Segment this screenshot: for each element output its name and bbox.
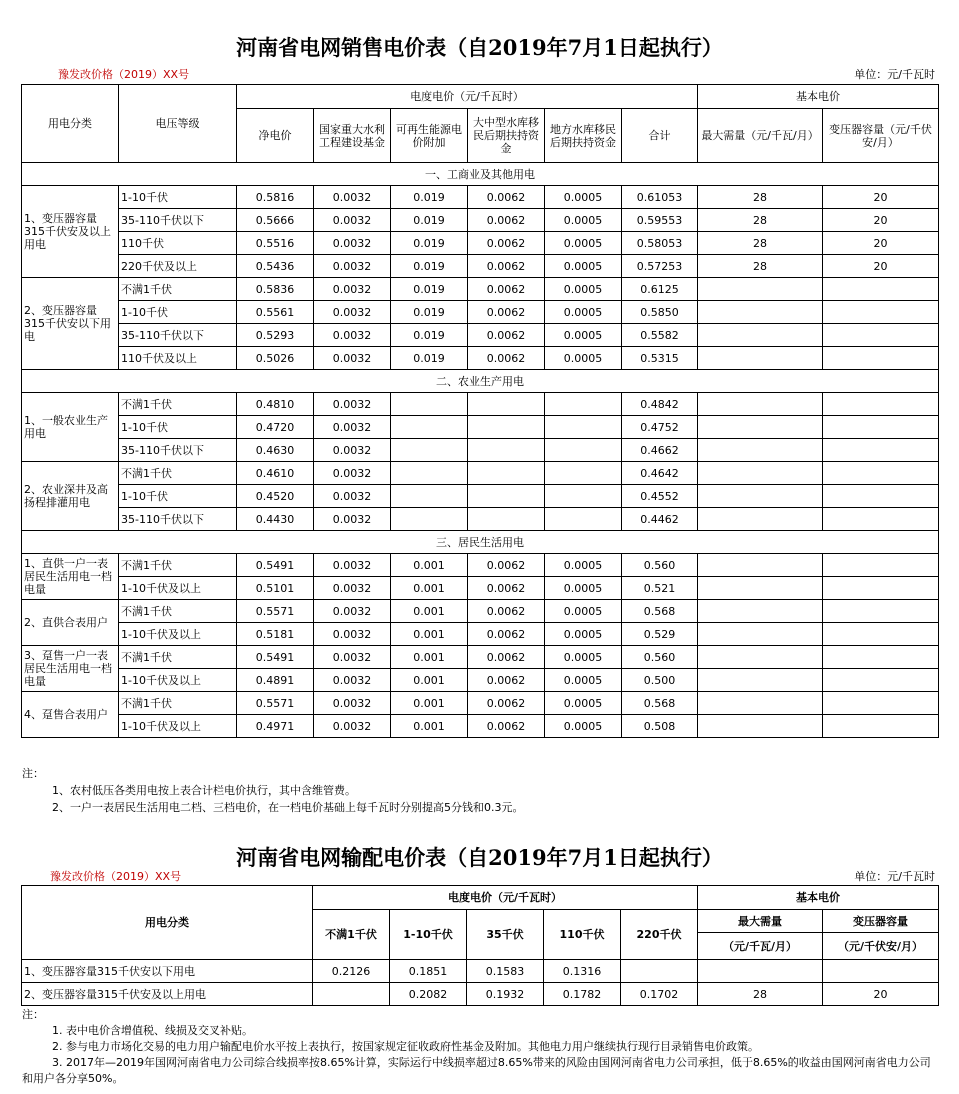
value-cell-md xyxy=(698,301,823,324)
t2-cell: 0.1782 xyxy=(544,983,621,1006)
t2-header-capacity: 变压器容量 xyxy=(823,910,939,933)
value-cell-f2: 0.001 xyxy=(391,715,468,738)
t2-cell xyxy=(621,960,698,983)
value-cell-f1: 0.0032 xyxy=(314,301,391,324)
voltage-cell: 不满1千伏 xyxy=(119,393,237,416)
value-cell-f2: 0.001 xyxy=(391,669,468,692)
value-cell-md xyxy=(698,462,823,485)
value-cell-f2: 0.001 xyxy=(391,554,468,577)
table-row xyxy=(22,623,939,646)
value-cell-total: 0.568 xyxy=(622,600,698,623)
value-cell-f1: 0.0032 xyxy=(314,347,391,370)
value-cell-total: 0.58053 xyxy=(622,232,698,255)
voltage-cell: 不满1千伏 xyxy=(119,462,237,485)
value-cell-md xyxy=(698,554,823,577)
value-cell-f3: 0.0062 xyxy=(468,600,545,623)
voltage-cell: 1-10千伏 xyxy=(119,485,237,508)
value-cell-net: 0.5836 xyxy=(237,278,314,301)
voltage-cell: 不满1千伏 xyxy=(119,278,237,301)
value-cell-f3: 0.0062 xyxy=(468,301,545,324)
value-cell-total: 0.500 xyxy=(622,669,698,692)
value-cell-cap xyxy=(823,577,939,600)
transmission-notes xyxy=(22,1007,937,1087)
value-cell-total: 0.521 xyxy=(622,577,698,600)
value-cell-cap xyxy=(823,347,939,370)
table-row xyxy=(22,646,939,669)
value-cell-f3: 0.0062 xyxy=(468,692,545,715)
header-max-demand: 最大需量（元/千瓦/月） xyxy=(698,109,823,163)
value-cell-net: 0.4891 xyxy=(237,669,314,692)
value-cell-f3: 0.0062 xyxy=(468,324,545,347)
value-cell-total: 0.57253 xyxy=(622,255,698,278)
value-cell-net: 0.4520 xyxy=(237,485,314,508)
voltage-cell: 1-10千伏 xyxy=(119,416,237,439)
value-cell-f2: 0.019 xyxy=(391,209,468,232)
value-cell-f4 xyxy=(545,485,622,508)
value-cell-f1: 0.0032 xyxy=(314,393,391,416)
transmission-unit: 单位：元/千瓦时 xyxy=(854,870,935,883)
voltage-cell: 1-10千伏及以上 xyxy=(119,669,237,692)
t2-header-v3: 35千伏 xyxy=(467,910,544,960)
value-cell-f3: 0.0062 xyxy=(468,646,545,669)
table-row xyxy=(22,600,939,623)
voltage-cell: 35-110千伏以下 xyxy=(119,439,237,462)
value-cell-f2: 0.019 xyxy=(391,232,468,255)
value-cell-f4 xyxy=(545,416,622,439)
value-cell-f3 xyxy=(468,508,545,531)
value-cell-cap: 20 xyxy=(823,232,939,255)
transmission-note: 1. 表中电价含增值税、线损及交叉补贴。 xyxy=(52,1024,253,1037)
value-cell-f4: 0.0005 xyxy=(545,600,622,623)
value-cell-f1: 0.0032 xyxy=(314,439,391,462)
value-cell-total: 0.6125 xyxy=(622,278,698,301)
value-cell-cap xyxy=(823,416,939,439)
value-cell-net: 0.5181 xyxy=(237,623,314,646)
t2-cell: 0.1851 xyxy=(390,960,467,983)
group-name: 1、一般农业生产用电 xyxy=(22,393,119,462)
value-cell-f4: 0.0005 xyxy=(545,669,622,692)
value-cell-f3: 0.0062 xyxy=(468,715,545,738)
value-cell-cap xyxy=(823,278,939,301)
t2-cell: 0.1316 xyxy=(544,960,621,983)
value-cell-f4 xyxy=(545,462,622,485)
value-cell-md xyxy=(698,485,823,508)
t2-cell: 0.2082 xyxy=(390,983,467,1006)
t2-header-energy-price: 电度电价（元/千瓦时） xyxy=(313,886,698,910)
table-row xyxy=(22,186,939,209)
table-row xyxy=(22,232,939,255)
table-row xyxy=(22,692,939,715)
value-cell-md xyxy=(698,393,823,416)
value-cell-total: 0.5315 xyxy=(622,347,698,370)
value-cell-md xyxy=(698,600,823,623)
value-cell-cap xyxy=(823,669,939,692)
value-cell-f4: 0.0005 xyxy=(545,692,622,715)
t2-cell xyxy=(823,960,939,983)
table-row xyxy=(22,462,939,485)
value-cell-f4: 0.0005 xyxy=(545,255,622,278)
value-cell-f4 xyxy=(545,439,622,462)
t2-cell: 0.1932 xyxy=(467,983,544,1006)
voltage-cell: 1-10千伏及以上 xyxy=(119,577,237,600)
table-row xyxy=(22,554,939,577)
transmission-doc-number: 豫发改价格（2019）XX号 xyxy=(50,870,182,883)
value-cell-cap xyxy=(823,715,939,738)
t2-row-name: 2、变压器容量315千伏安及以上用电 xyxy=(22,983,313,1006)
value-cell-f4: 0.0005 xyxy=(545,623,622,646)
sales-note: 1、农村低压各类用电按上表合计栏电价执行，其中含维管费。 xyxy=(52,784,356,797)
value-cell-f4 xyxy=(545,508,622,531)
value-cell-f2: 0.019 xyxy=(391,347,468,370)
table-row xyxy=(22,393,939,416)
value-cell-net: 0.5101 xyxy=(237,577,314,600)
value-cell-net: 0.5516 xyxy=(237,232,314,255)
value-cell-total: 0.560 xyxy=(622,646,698,669)
value-cell-total: 0.4842 xyxy=(622,393,698,416)
table-row xyxy=(22,577,939,600)
value-cell-f3 xyxy=(468,485,545,508)
value-cell-net: 0.5571 xyxy=(237,692,314,715)
voltage-cell: 1-10千伏及以上 xyxy=(119,623,237,646)
value-cell-f3 xyxy=(468,462,545,485)
voltage-cell: 110千伏 xyxy=(119,232,237,255)
value-cell-f2: 0.019 xyxy=(391,324,468,347)
table-row xyxy=(22,278,939,301)
value-cell-cap xyxy=(823,393,939,416)
value-cell-f1: 0.0032 xyxy=(314,692,391,715)
value-cell-net: 0.4971 xyxy=(237,715,314,738)
value-cell-cap: 20 xyxy=(823,255,939,278)
table-row xyxy=(22,416,939,439)
voltage-cell: 不满1千伏 xyxy=(119,692,237,715)
voltage-cell: 不满1千伏 xyxy=(119,554,237,577)
value-cell-md xyxy=(698,324,823,347)
value-cell-total: 0.4662 xyxy=(622,439,698,462)
value-cell-net: 0.4430 xyxy=(237,508,314,531)
value-cell-net: 0.5571 xyxy=(237,600,314,623)
value-cell-total: 0.5582 xyxy=(622,324,698,347)
value-cell-total: 0.4642 xyxy=(622,462,698,485)
value-cell-cap xyxy=(823,692,939,715)
value-cell-md xyxy=(698,623,823,646)
value-cell-f2: 0.019 xyxy=(391,301,468,324)
value-cell-total: 0.4752 xyxy=(622,416,698,439)
t2-header-max-demand-unit: （元/千瓦/月） xyxy=(698,933,823,960)
value-cell-f3 xyxy=(468,393,545,416)
value-cell-cap xyxy=(823,301,939,324)
transmission-note: 3. 2017年—2019年国网河南省电力公司综合线损率按8.65%计算，实际运行中线损率超过8.65%带来的风险由国网河南省电力公司承担，低于8.65%的收益由国网河南省电力公司和用户各分享50%。 xyxy=(22,1056,931,1085)
value-cell-f4: 0.0005 xyxy=(545,324,622,347)
t2-header-v5: 220千伏 xyxy=(621,910,698,960)
value-cell-f3: 0.0062 xyxy=(468,554,545,577)
value-cell-md xyxy=(698,692,823,715)
value-cell-net: 0.5491 xyxy=(237,646,314,669)
value-cell-f1: 0.0032 xyxy=(314,209,391,232)
value-cell-f4: 0.0005 xyxy=(545,715,622,738)
sales-doc-number: 豫发改价格（2019）XX号 xyxy=(58,68,190,81)
value-cell-total: 0.529 xyxy=(622,623,698,646)
value-cell-f1: 0.0032 xyxy=(314,623,391,646)
t2-cell: 0.1583 xyxy=(467,960,544,983)
value-cell-f2: 0.001 xyxy=(391,692,468,715)
table-row xyxy=(22,715,939,738)
value-cell-net: 0.4630 xyxy=(237,439,314,462)
value-cell-f3: 0.0062 xyxy=(468,347,545,370)
group-name: 1、变压器容量315千伏安及以上用电 xyxy=(22,186,119,278)
table-row xyxy=(22,439,939,462)
group-name: 3、趸售一户一表居民生活用电一档电量 xyxy=(22,646,119,692)
table-row xyxy=(22,347,939,370)
sales-notes-label: 注： xyxy=(22,767,44,780)
voltage-cell: 1-10千伏及以上 xyxy=(119,715,237,738)
value-cell-total: 0.61053 xyxy=(622,186,698,209)
value-cell-md xyxy=(698,577,823,600)
t2-cell: 0.1702 xyxy=(621,983,698,1006)
value-cell-net: 0.5666 xyxy=(237,209,314,232)
value-cell-f3: 0.0062 xyxy=(468,577,545,600)
value-cell-f4: 0.0005 xyxy=(545,577,622,600)
value-cell-net: 0.5816 xyxy=(237,186,314,209)
value-cell-f1: 0.0032 xyxy=(314,715,391,738)
t2-header-basic-price: 基本电价 xyxy=(698,886,939,910)
value-cell-f4: 0.0005 xyxy=(545,347,622,370)
value-cell-cap xyxy=(823,623,939,646)
value-cell-f2: 0.001 xyxy=(391,646,468,669)
value-cell-cap xyxy=(823,508,939,531)
t2-header-category: 用电分类 xyxy=(22,886,313,960)
value-cell-f4: 0.0005 xyxy=(545,646,622,669)
value-cell-cap: 20 xyxy=(823,186,939,209)
t2-header-v4: 110千伏 xyxy=(544,910,621,960)
value-cell-cap: 20 xyxy=(823,209,939,232)
value-cell-f4: 0.0005 xyxy=(545,232,622,255)
value-cell-net: 0.5293 xyxy=(237,324,314,347)
voltage-cell: 110千伏及以上 xyxy=(119,347,237,370)
value-cell-net: 0.5491 xyxy=(237,554,314,577)
value-cell-f4 xyxy=(545,393,622,416)
section-title: 三、居民生活用电 xyxy=(22,531,939,554)
value-cell-f2: 0.019 xyxy=(391,255,468,278)
value-cell-f3: 0.0062 xyxy=(468,669,545,692)
value-cell-f3: 0.0062 xyxy=(468,186,545,209)
value-cell-f1: 0.0032 xyxy=(314,508,391,531)
value-cell-md xyxy=(698,416,823,439)
value-cell-md xyxy=(698,508,823,531)
value-cell-f1: 0.0032 xyxy=(314,577,391,600)
group-name: 4、趸售合表用户 xyxy=(22,692,119,738)
header-fund3: 大中型水库移民后期扶持资金 xyxy=(468,109,545,163)
value-cell-f4: 0.0005 xyxy=(545,278,622,301)
sales-notes xyxy=(22,765,524,816)
t2-cell: 0.2126 xyxy=(313,960,390,983)
value-cell-f4: 0.0005 xyxy=(545,209,622,232)
value-cell-total: 0.4462 xyxy=(622,508,698,531)
value-cell-f1: 0.0032 xyxy=(314,324,391,347)
value-cell-cap xyxy=(823,462,939,485)
value-cell-md: 28 xyxy=(698,186,823,209)
value-cell-f1: 0.0032 xyxy=(314,554,391,577)
value-cell-net: 0.4610 xyxy=(237,462,314,485)
value-cell-cap xyxy=(823,554,939,577)
t2-header-v1: 不满1千伏 xyxy=(313,910,390,960)
value-cell-cap xyxy=(823,485,939,508)
header-net: 净电价 xyxy=(237,109,314,163)
value-cell-md: 28 xyxy=(698,255,823,278)
value-cell-f3: 0.0062 xyxy=(468,209,545,232)
value-cell-f2: 0.019 xyxy=(391,186,468,209)
voltage-cell: 35-110千伏以下 xyxy=(119,508,237,531)
t2-cell: 20 xyxy=(823,983,939,1006)
t2-header-max-demand: 最大需量 xyxy=(698,910,823,933)
value-cell-f2 xyxy=(391,485,468,508)
value-cell-cap xyxy=(823,646,939,669)
voltage-cell: 1-10千伏 xyxy=(119,301,237,324)
header-voltage: 电压等级 xyxy=(119,85,237,163)
value-cell-f2: 0.001 xyxy=(391,600,468,623)
t2-row-name: 1、变压器容量315千伏安以下用电 xyxy=(22,960,313,983)
value-cell-md xyxy=(698,669,823,692)
value-cell-cap xyxy=(823,600,939,623)
table-row xyxy=(22,669,939,692)
value-cell-total: 0.59553 xyxy=(622,209,698,232)
header-fund4: 地方水库移民后期扶持资金 xyxy=(545,109,622,163)
value-cell-md xyxy=(698,715,823,738)
t2-header-capacity-unit: （元/千伏安/月） xyxy=(823,933,939,960)
value-cell-f3: 0.0062 xyxy=(468,623,545,646)
voltage-cell: 1-10千伏 xyxy=(119,186,237,209)
value-cell-net: 0.4720 xyxy=(237,416,314,439)
value-cell-md: 28 xyxy=(698,209,823,232)
value-cell-f2: 0.001 xyxy=(391,577,468,600)
sales-note: 2、一户一表居民生活用电二档、三档电价，在一档电价基础上每千瓦时分别提高5分钱和0.3元。 xyxy=(52,801,524,814)
sales-unit: 单位：元/千瓦时 xyxy=(854,68,935,81)
value-cell-md xyxy=(698,646,823,669)
value-cell-f4: 0.0005 xyxy=(545,554,622,577)
value-cell-f1: 0.0032 xyxy=(314,416,391,439)
voltage-cell: 35-110千伏以下 xyxy=(119,209,237,232)
value-cell-f1: 0.0032 xyxy=(314,278,391,301)
value-cell-f2 xyxy=(391,416,468,439)
value-cell-total: 0.5850 xyxy=(622,301,698,324)
value-cell-f3: 0.0062 xyxy=(468,278,545,301)
value-cell-f3 xyxy=(468,439,545,462)
value-cell-f2 xyxy=(391,508,468,531)
section-title: 二、农业生产用电 xyxy=(22,370,939,393)
value-cell-f1: 0.0032 xyxy=(314,646,391,669)
value-cell-total: 0.560 xyxy=(622,554,698,577)
header-energy-price: 电度电价（元/千瓦时） xyxy=(237,85,698,109)
transmission-notes-label: 注： xyxy=(22,1008,44,1021)
table-row xyxy=(22,255,939,278)
table-row xyxy=(22,301,939,324)
group-name: 1、直供一户一表居民生活用电一档电量 xyxy=(22,554,119,600)
value-cell-md xyxy=(698,278,823,301)
table-row xyxy=(22,485,939,508)
value-cell-f1: 0.0032 xyxy=(314,462,391,485)
group-name: 2、农业深井及高扬程排灌用电 xyxy=(22,462,119,531)
value-cell-total: 0.568 xyxy=(622,692,698,715)
transmission-price-table xyxy=(21,885,939,1006)
value-cell-cap xyxy=(823,324,939,347)
value-cell-md xyxy=(698,347,823,370)
value-cell-f1: 0.0032 xyxy=(314,232,391,255)
value-cell-net: 0.5561 xyxy=(237,301,314,324)
voltage-cell: 220千伏及以上 xyxy=(119,255,237,278)
value-cell-f2: 0.001 xyxy=(391,623,468,646)
sales-title: 河南省电网销售电价表（自2019年7月1日起执行） xyxy=(236,35,723,60)
voltage-cell: 不满1千伏 xyxy=(119,646,237,669)
value-cell-f4: 0.0005 xyxy=(545,301,622,324)
value-cell-f2 xyxy=(391,439,468,462)
header-capacity: 变压器容量（元/千伏安/月） xyxy=(823,109,939,163)
table-row xyxy=(22,324,939,347)
value-cell-f1: 0.0032 xyxy=(314,186,391,209)
value-cell-f1: 0.0032 xyxy=(314,485,391,508)
value-cell-total: 0.4552 xyxy=(622,485,698,508)
value-cell-f2 xyxy=(391,462,468,485)
value-cell-f3: 0.0062 xyxy=(468,232,545,255)
header-category: 用电分类 xyxy=(22,85,119,163)
header-total: 合计 xyxy=(622,109,698,163)
value-cell-f3 xyxy=(468,416,545,439)
voltage-cell: 不满1千伏 xyxy=(119,600,237,623)
value-cell-total: 0.508 xyxy=(622,715,698,738)
value-cell-net: 0.5436 xyxy=(237,255,314,278)
value-cell-f3: 0.0062 xyxy=(468,255,545,278)
sales-price-table xyxy=(21,84,939,738)
table-row xyxy=(22,209,939,232)
voltage-cell: 35-110千伏以下 xyxy=(119,324,237,347)
group-name: 2、直供合表用户 xyxy=(22,600,119,646)
value-cell-cap xyxy=(823,439,939,462)
t2-cell xyxy=(313,983,390,1006)
value-cell-f1: 0.0032 xyxy=(314,255,391,278)
header-fund1: 国家重大水利工程建设基金 xyxy=(314,109,391,163)
t2-cell: 28 xyxy=(698,983,823,1006)
value-cell-f2: 0.019 xyxy=(391,278,468,301)
value-cell-f4: 0.0005 xyxy=(545,186,622,209)
transmission-title: 河南省电网输配电价表（自2019年7月1日起执行） xyxy=(236,845,723,870)
value-cell-net: 0.5026 xyxy=(237,347,314,370)
t2-header-v2: 1-10千伏 xyxy=(390,910,467,960)
header-fund2: 可再生能源电价附加 xyxy=(391,109,468,163)
group-name: 2、变压器容量315千伏安以下用电 xyxy=(22,278,119,370)
value-cell-f2 xyxy=(391,393,468,416)
section-title: 一、工商业及其他用电 xyxy=(22,163,939,186)
table-row xyxy=(22,508,939,531)
value-cell-md: 28 xyxy=(698,232,823,255)
value-cell-net: 0.4810 xyxy=(237,393,314,416)
transmission-note: 2. 参与电力市场化交易的电力用户输配电价水平按上表执行，按国家规定征收政府性基金及附加。其他电力用户继续执行现行目录销售电价政策。 xyxy=(52,1040,759,1053)
value-cell-md xyxy=(698,439,823,462)
t2-cell xyxy=(698,960,823,983)
header-basic-price: 基本电价 xyxy=(698,85,939,109)
value-cell-f1: 0.0032 xyxy=(314,600,391,623)
value-cell-f1: 0.0032 xyxy=(314,669,391,692)
